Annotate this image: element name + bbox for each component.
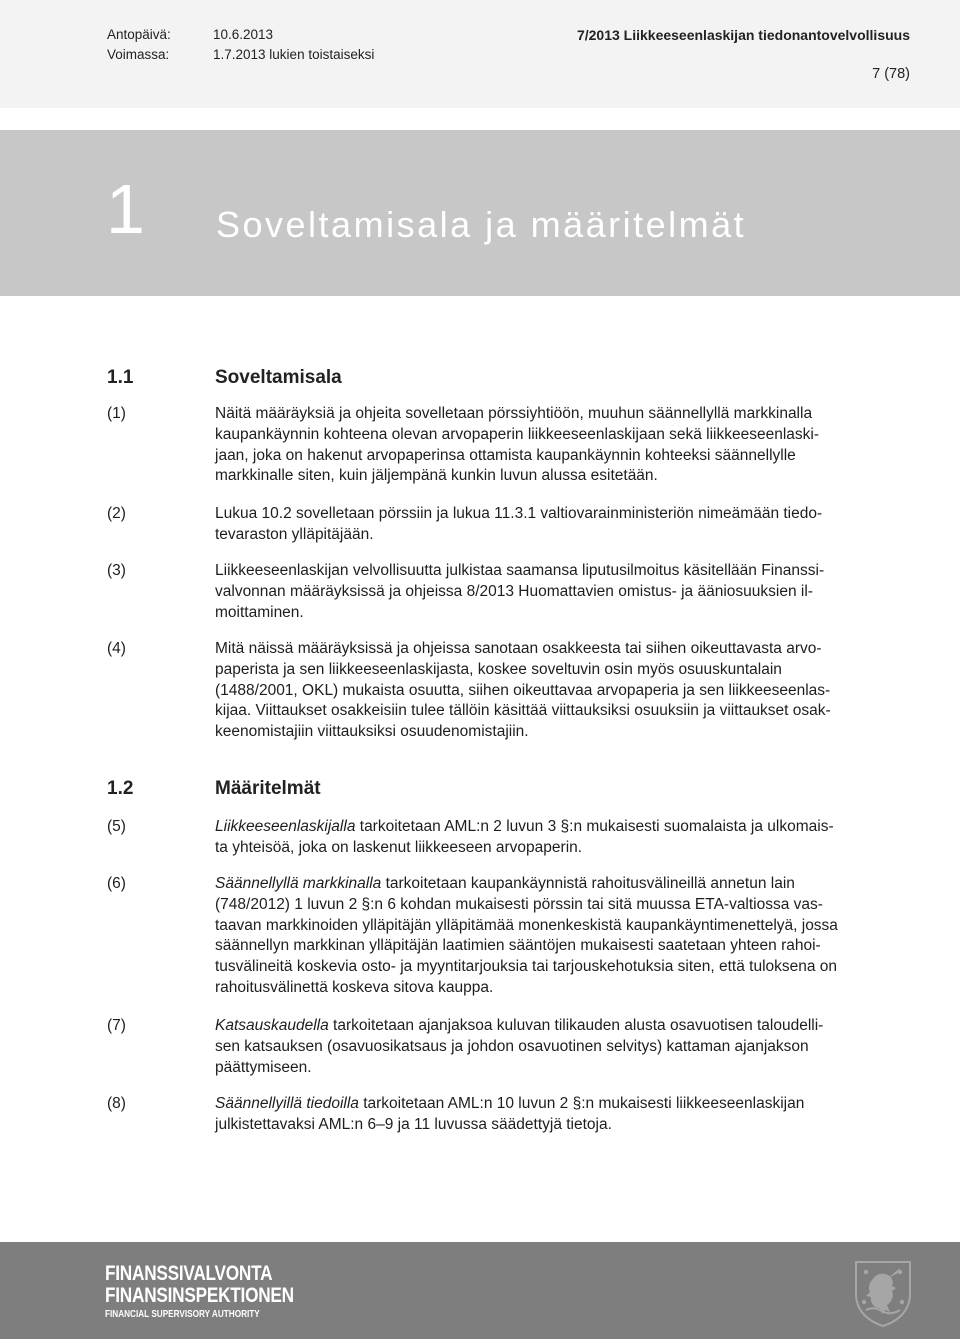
paragraph-line: säännellyn markkinan ylläpitäjän laatimien sääntöjen mukaisesti saatetaan yhteen rahoi- bbox=[215, 937, 821, 955]
page-number: 7 (78) bbox=[872, 66, 910, 82]
paragraph-line: keenomistajiin viittauksiksi osuudenomistajiin. bbox=[215, 723, 529, 741]
defined-term: Liikkeeseenlaskijalla bbox=[215, 818, 356, 835]
logo-line-en: FINANCIAL SUPERVISORY AUTHORITY bbox=[105, 1309, 260, 1320]
paragraph-number: (3) bbox=[107, 562, 126, 579]
paragraph-1 bbox=[107, 404, 907, 487]
paragraph-line: julkistettavaksi AML:n 6–9 ja 11 luvussa säädettyjä tietoja. bbox=[215, 1115, 612, 1133]
definition-5 bbox=[107, 817, 907, 859]
paragraph-line: ta yhteisöä, joka on laskenut liikkeeseen arvopaperin. bbox=[215, 838, 583, 856]
paragraph-line: tevaraston ylläpitäjään. bbox=[215, 525, 374, 543]
published-value: 10.6.2013 bbox=[213, 27, 274, 42]
published-date bbox=[107, 27, 273, 42]
paragraph-line bbox=[215, 1016, 907, 1037]
paragraph-line: jaan, joka on hakenut arvopaperinsa ottamista kaupankäynnin kohteeksi säännellylle bbox=[215, 446, 796, 464]
defined-term: Säännellyillä tiedoilla bbox=[215, 1095, 359, 1112]
section-title: Määritelmät bbox=[215, 778, 321, 799]
logo-line-fi: FINANSSIVALVONTA bbox=[105, 1262, 273, 1285]
chapter-title: Soveltamisala ja määritelmät bbox=[216, 204, 747, 245]
paragraph-line bbox=[215, 1094, 907, 1115]
paragraph-number: (6) bbox=[107, 875, 126, 892]
paragraph-3 bbox=[107, 561, 907, 623]
paragraph-number: (7) bbox=[107, 1017, 126, 1034]
logo-line-sv: FINANSINSPEKTIONEN bbox=[105, 1284, 294, 1307]
paragraph-line: (748/2012) 1 luvun 2 §:n 6 kohdan mukaisesti pörssin tai sitä muussa ETA-valtiossa vas- bbox=[215, 895, 823, 913]
paragraph-4 bbox=[107, 639, 907, 743]
section-number: 1.2 bbox=[107, 778, 134, 799]
document-title: 7/2013 Liikkeeseenlaskijan tiedonantovelvollisuus bbox=[576, 27, 910, 43]
paragraph-number: (4) bbox=[107, 640, 126, 657]
paragraph-line bbox=[215, 817, 907, 838]
definition-8 bbox=[107, 1094, 907, 1136]
defined-term: Säännellyllä markkinalla bbox=[215, 875, 382, 892]
lion-coat-of-arms-icon bbox=[852, 1258, 914, 1328]
paragraph-line: tusvälineitä koskevia osto- ja myyntitarjouksia tai tarjouskehotuksia siten, että tuloksena on bbox=[215, 958, 838, 976]
defined-term: Katsauskaudella bbox=[215, 1017, 329, 1034]
paragraph-line: sen katsauksen (osavuosikatsaus ja johdon osavuotinen selvitys) kattaman ajanjakson bbox=[215, 1037, 809, 1055]
definition-6 bbox=[107, 874, 907, 999]
valid-value: 1.7.2013 lukien toistaiseksi bbox=[213, 47, 375, 62]
paragraph-number: (5) bbox=[107, 818, 126, 835]
valid-date bbox=[107, 47, 374, 62]
section-heading-1-2 bbox=[107, 778, 321, 800]
definition-text: tarkoitetaan AML:n 10 luvun 2 §:n mukaisesti liikkeeseenlaskijan bbox=[358, 1095, 805, 1112]
section-number: 1.1 bbox=[107, 367, 134, 388]
paragraph-number: (8) bbox=[107, 1095, 126, 1112]
section-heading-1-1 bbox=[107, 367, 342, 389]
paragraph-line: kaupankäynnin kohteena olevan arvopaperin liikkeeseenlaskijaan sekä liikkeeseenlaski- bbox=[215, 425, 820, 443]
paragraph-line: valvonnan määräyksissä ja ohjeissa 8/2013 Huomattavien omistus- ja ääniosuuksien il- bbox=[215, 582, 813, 600]
paragraph-line: Mitä näissä määräyksissä ja ohjeissa sanotaan osakkeesta tai siihen oikeuttavasta arvo- bbox=[215, 640, 822, 657]
paragraph-2 bbox=[107, 504, 907, 546]
paragraph-number: (1) bbox=[107, 405, 126, 422]
definition-text: tarkoitetaan ajanjaksoa kuluvan tilikauden alusta osavuotisen taloudelli- bbox=[328, 1017, 824, 1034]
section-title: Soveltamisala bbox=[215, 367, 342, 388]
definition-text: tarkoitetaan kaupankäynnistä rahoitusvälineillä annetun lain bbox=[381, 875, 795, 892]
definition-7 bbox=[107, 1016, 907, 1078]
paragraph-line bbox=[215, 874, 907, 895]
chapter-number: 1 bbox=[106, 170, 145, 248]
paragraph-line: moittaminen. bbox=[215, 603, 304, 621]
paragraph-line: päättymiseen. bbox=[215, 1058, 312, 1076]
paragraph-line: Liikkeeseenlaskijan velvollisuutta julkistaa saamansa liputusilmoitus käsitellään Finanssi- bbox=[215, 562, 825, 579]
paragraph-line: taavan markkinoiden ylläpitäjän ylläpitämää monenkeskistä kaupankäyntimenettelyä, jossa bbox=[215, 916, 838, 934]
finanssivalvonta-logo bbox=[105, 1263, 335, 1321]
published-label: Antopäivä: bbox=[107, 27, 171, 42]
paragraph-line: (1488/2001, OKL) mukaista osuutta, siihen oikeuttavaa arvopaperia ja sen liikkeeseenlas- bbox=[215, 681, 831, 699]
valid-label: Voimassa: bbox=[107, 47, 170, 62]
paragraph-line: Näitä määräyksiä ja ohjeita sovelletaan pörssiyhtiöön, muuhun säännellyllä markkinalla bbox=[215, 405, 813, 422]
paragraph-line: Lukua 10.2 sovelletaan pörssiin ja lukua 11.3.1 valtiovarainministeriön nimeämään tiedo- bbox=[215, 505, 823, 522]
paragraph-line: kijaa. Viittaukset osakkeisiin tulee tällöin käsittää viittauksiksi osuuksiin ja viittaukset osak- bbox=[215, 702, 831, 720]
paragraph-number: (2) bbox=[107, 505, 126, 522]
definition-text: tarkoitetaan AML:n 2 luvun 3 §:n mukaisesti suomalaista ja ulkomais- bbox=[355, 818, 834, 835]
paragraph-line: markkinalle siten, kuin jäljempänä kunkin luvun alussa esitetään. bbox=[215, 467, 658, 485]
paragraph-line: paperista ja sen liikkeeseenlaskijasta, koskee soveltuvin osin myös osuuskuntalain bbox=[215, 660, 782, 678]
paragraph-line: rahoitusvälinettä koskeva sitova kauppa. bbox=[215, 978, 494, 996]
